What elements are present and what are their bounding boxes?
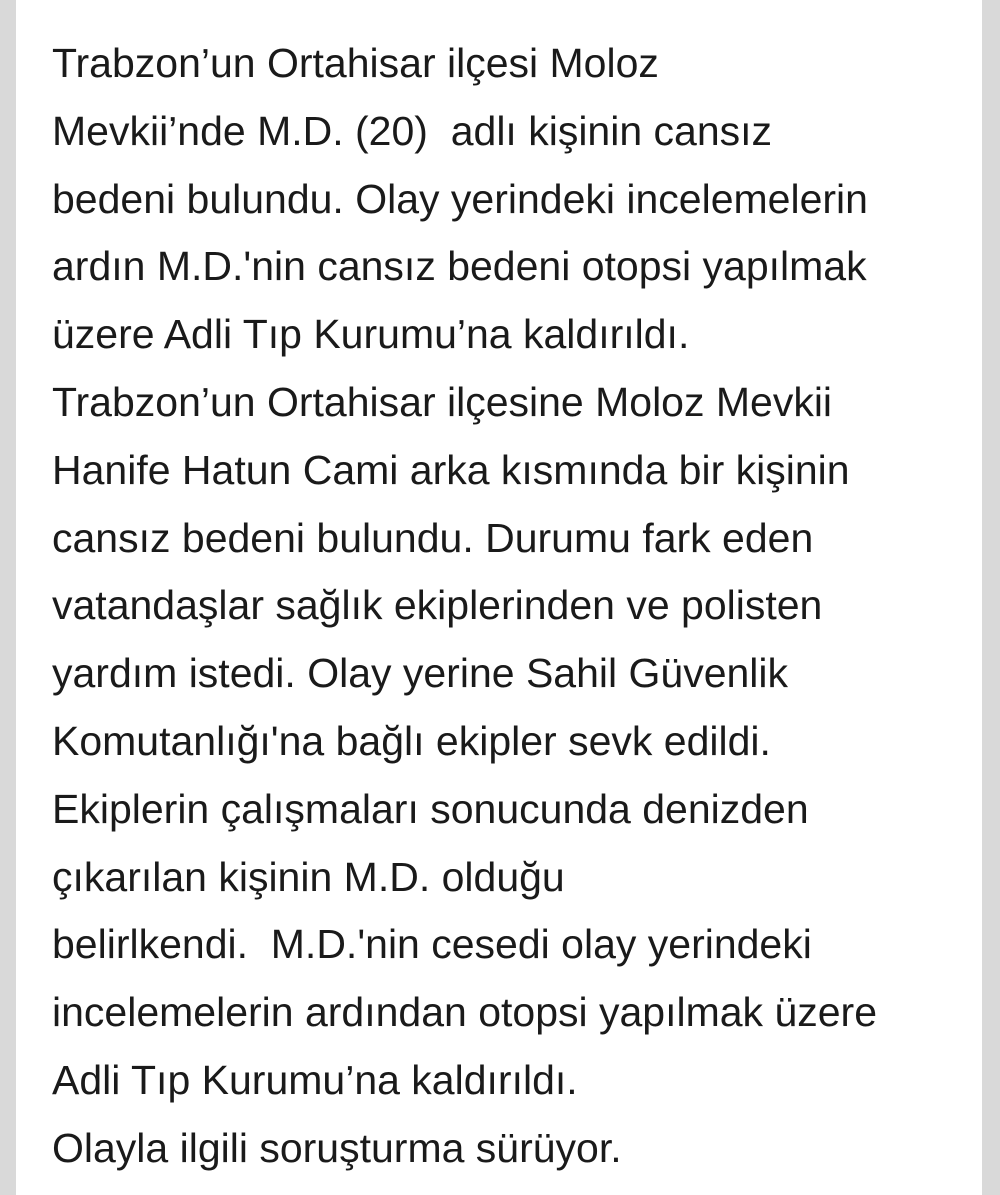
document-page — [16, 0, 982, 1195]
article-line: Adli Tıp Kurumu’na kaldırıldı. — [52, 1056, 578, 1103]
article-line: bedeni bulundu. Olay yerindeki incelemelerin — [52, 175, 868, 222]
article-line: Mevkii’nde M.D. (20) adlı kişinin cansız — [52, 107, 773, 154]
article-line: cansız bedeni bulundu. Durumu fark eden — [52, 514, 814, 561]
article-line: Trabzon’un Ortahisar ilçesi Moloz — [52, 40, 659, 86]
article-line: üzere Adli Tıp Kurumu’na kaldırıldı. — [52, 311, 690, 358]
article-text — [52, 30, 972, 1183]
article-line: vatandaşlar sağlık ekiplerinden ve polisten — [52, 582, 823, 629]
article-line: Komutanlığı'na bağlı ekipler sevk edildi. — [52, 717, 771, 764]
article-line: çıkarılan kişinin M.D. olduğu — [52, 853, 565, 900]
article-line: Trabzon’un Ortahisar ilçesine Moloz Mevkii — [52, 378, 833, 425]
article-line: belirlkendi. M.D.'nin cesedi olay yerindeki — [52, 921, 812, 968]
article-line: Hanife Hatun Cami arka kısmında bir kişinin — [52, 446, 850, 493]
article-line: ardın M.D.'nin cansız bedeni otopsi yapılmak — [52, 243, 867, 290]
article-line: yardım istedi. Olay yerine Sahil Güvenlik — [52, 650, 789, 697]
article-line: incelemelerin ardından otopsi yapılmak üzere — [52, 989, 878, 1036]
article-line: Olayla ilgili soruşturma sürüyor. — [52, 1124, 622, 1171]
article-line: Ekiplerin çalışmaları sonucunda denizden — [52, 785, 809, 832]
